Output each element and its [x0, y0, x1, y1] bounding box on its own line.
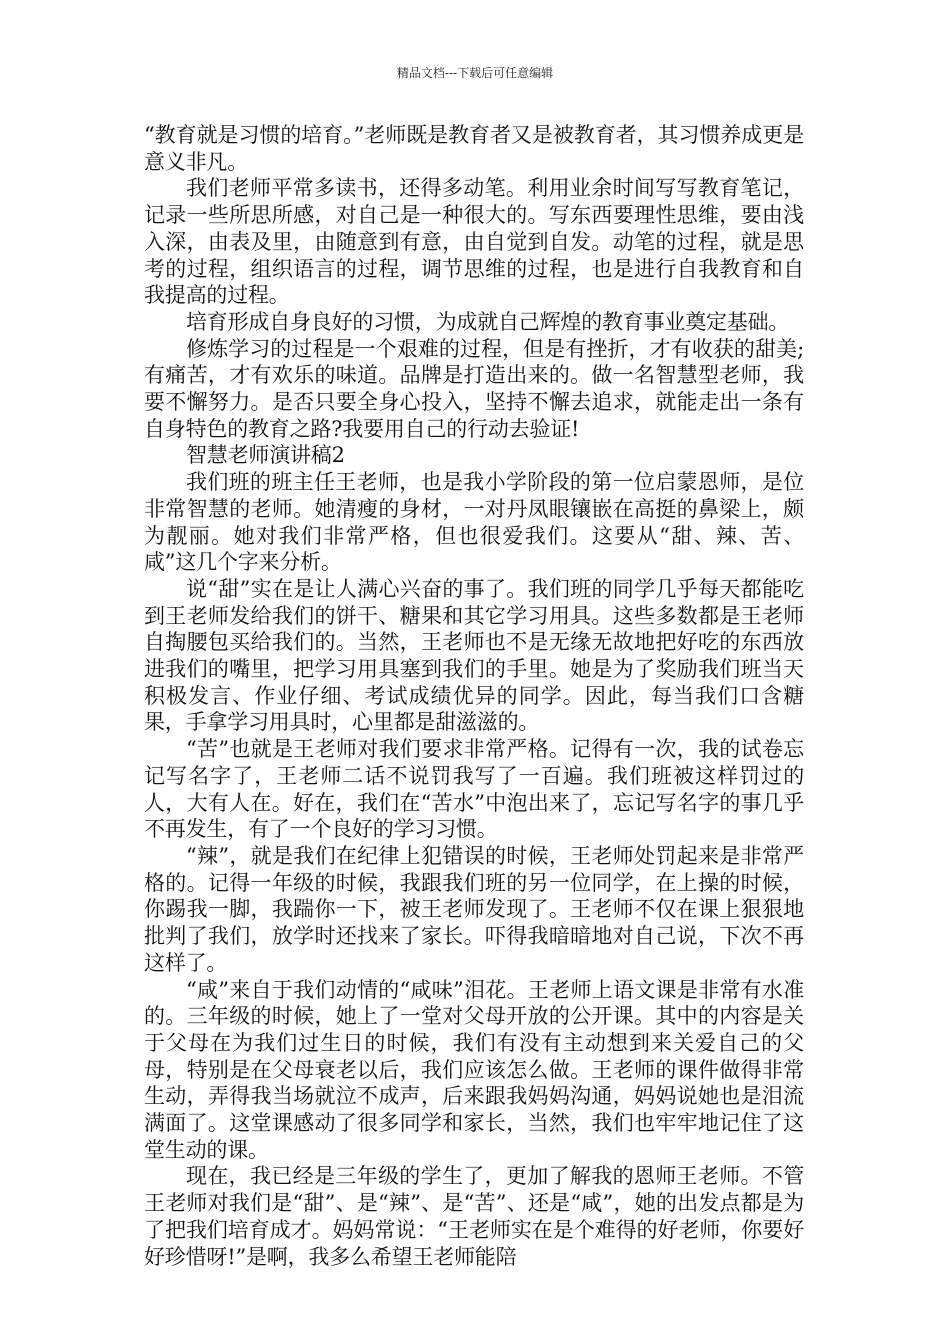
- page-header: 精品文档---下载后可任意编辑: [396, 66, 554, 80]
- paragraph: 我们老师平常多读书，还得多动笔。利用业余时间写写教育笔记，记录一些所思所感，对自己是一种很大的。写东西要理性思维，要由浅入深，由表及里，由随意到有意，由自觉到自发。动笔的过程，就是思考的过程，组织语言的过程，调节思维的过程，也是进行自我教育和自我提高的过程。: [144, 176, 804, 308]
- paragraph: 现在，我已经是三年级的学生了，更加了解我的恩师王老师。不管王老师对我们是“甜”、是“辣”、是“苦”、还是“咸”，她的出发点都是为了把我们培育成才。妈妈常说：“王老师实在是个难得的好老师，你要好好珍惜呀!”是啊，我多么希望王老师能陪: [144, 1164, 804, 1269]
- section-title: 智慧老师演讲稿2: [186, 443, 345, 468]
- paragraph: “教育就是习惯的培育。”老师既是教育者又是被教育者，其习惯养成更是意义非凡。: [144, 123, 804, 174]
- paragraph: 培育形成自身良好的习惯，为成就自己辉煌的教育事业奠定基础。: [186, 309, 790, 334]
- paragraph: “辣”，就是我们在纪律上犯错误的时候，王老师处罚起来是非常严格的。记得一年级的时候，我跟我们班的另一位同学，在上操的时候，你踢我一脚，我踹你一下，被王老师发现了。王老师不仅在课上狠狠地批判了我们，放学时还找来了家长。吓得我暗暗地对自己说，下次不再这样了。: [144, 843, 804, 975]
- paragraph: 说“甜”实在是让人满心兴奋的事了。我们班的同学几乎每天都能吃到王老师发给我们的饼干、糖果和其它学习用具。这些多数都是王老师自掏腰包买给我们的。当然，王老师也不是无缘无故地把好吃的东西放进我们的嘴里，把学习用具塞到我们的手里。她是为了奖励我们班当天积极发言、作业仔细、考试成绩优异的同学。因此，每当我们口含糖果，手拿学习用具时，心里都是甜滋滋的。: [144, 576, 804, 735]
- paragraph: 修炼学习的过程是一个艰难的过程，但是有挫折，才有收获的甜美;有痛苦，才有欢乐的味道。品牌是打造出来的。做一名智慧型老师，我要不懈努力。是否只要全身心投入，坚持不懈去追求，就能走出一条有自身特色的教育之路?我要用自己的行动去验证!: [144, 336, 804, 441]
- paragraph: “咸”来自于我们动情的“咸味”泪花。王老师上语文课是非常有水准的。三年级的时候，她上了一堂对父母开放的公开课。其中的内容是关于父母在为我们过生日的时候，我们有没有主动想到来关爱自己的父母，特别是在父母衰老以后，我们应该怎么做。王老师的课件做得非常生动，弄得我当场就泣不成声，后来跟我妈妈沟通，妈妈说她也是泪流满面了。这堂课感动了很多同学和家长，当然，我们也牢牢地记住了这堂生动的课。: [144, 977, 804, 1162]
- paragraph: 我们班的班主任王老师，也是我小学阶段的第一位启蒙恩师，是位非常智慧的老师。她清瘦的身材，一对丹凤眼镶嵌在高挺的鼻梁上，颇为靓丽。她对我们非常严格，但也很爱我们。这要从“甜、辣、苦、咸”这几个字来分析。: [144, 470, 804, 575]
- paragraph: “苦”也就是王老师对我们要求非常严格。记得有一次，我的试卷忘记写名字了，王老师二话不说罚我写了一百遍。我们班被这样罚过的人，大有人在。好在，我们在“苦水”中泡出来了，忘记写名字的事几乎不再发生，有了一个良好的学习习惯。: [144, 737, 804, 842]
- document-body: [144, 122, 804, 1270]
